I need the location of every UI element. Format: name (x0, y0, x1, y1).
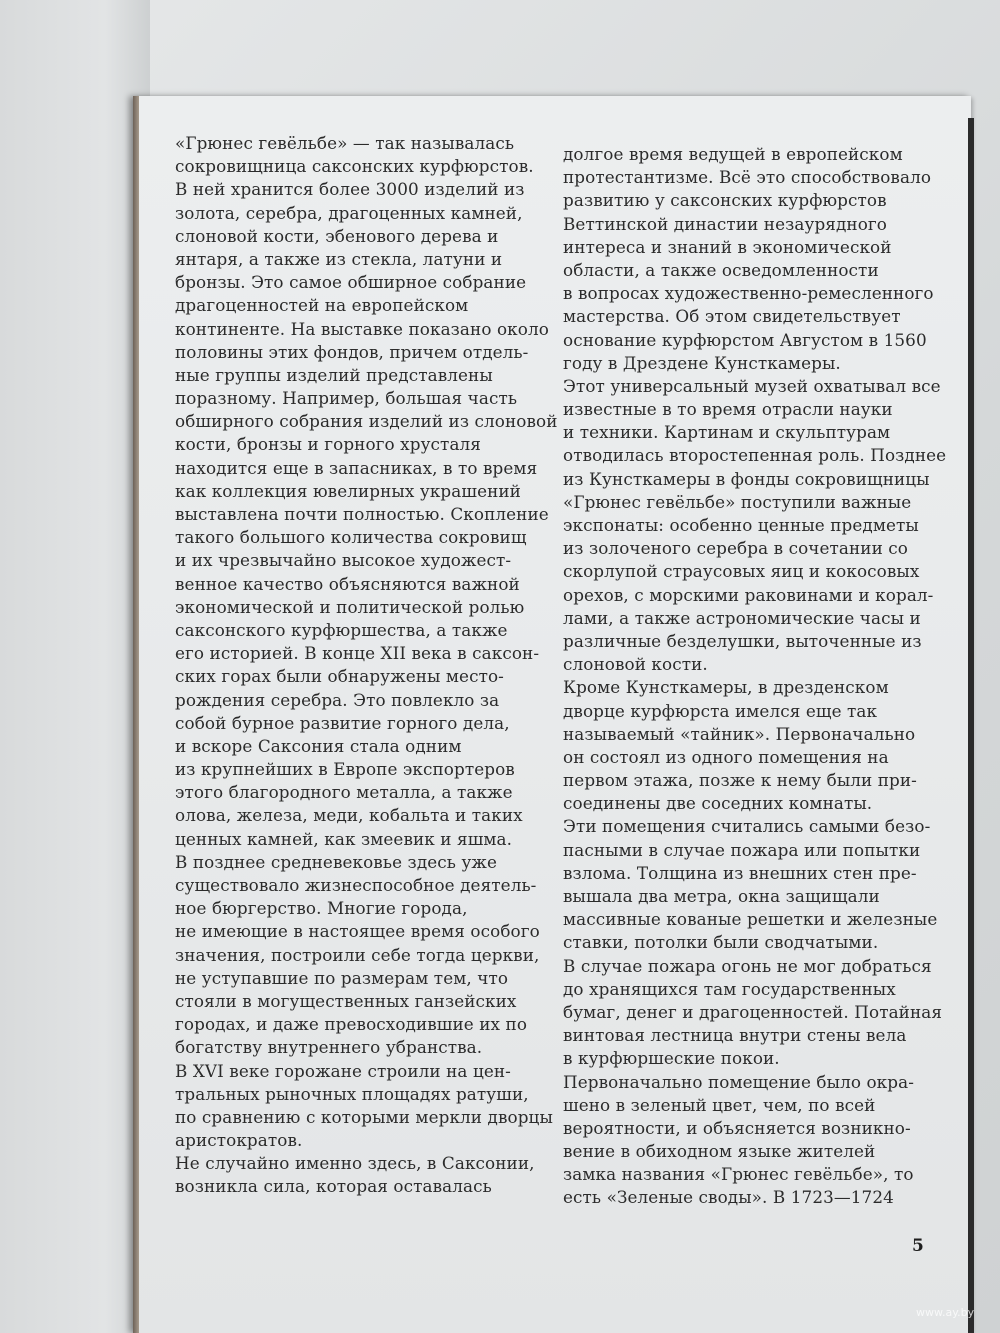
text-line: дворце курфюрста имелся еще так (563, 700, 878, 721)
previous-page-edge (0, 0, 150, 1333)
text-line: Не случайно именно здесь, в Саксонии, (175, 1153, 535, 1174)
text-line: выставлена почти полностью. Скопление (175, 504, 549, 524)
text-line: венное качество объясняются важной (175, 573, 520, 594)
text-line: развитию у саксонских курфюрстов (563, 190, 887, 211)
text-line: В позднее средневековье здесь уже (175, 851, 497, 872)
text-line: отводилась второстепенная роль. Позднее (563, 445, 947, 466)
text-line: основание курфюрстом Августом в 1560 (563, 329, 927, 350)
text-line: кости, бронзы и горного хрусталя (175, 434, 481, 455)
text-line: есть «Зеленые своды». В 1723—1724 (563, 1187, 894, 1208)
text-line: как коллекция ювелирных украшений (175, 480, 521, 501)
text-line: ценных камней, как змеевик и яшма. (175, 828, 513, 849)
text-line: континенте. На выставке показано около (175, 318, 549, 339)
text-line: Этот универсальный музей охватывал все (563, 375, 941, 396)
text-line: ских горах были обнаружены место- (175, 666, 504, 687)
text-line: и вскоре Саксония стала одним (175, 735, 462, 756)
text-line: обширного собрания изделий из слоновой (175, 411, 558, 432)
text-line: по сравнению с которыми меркли дворцы (175, 1106, 553, 1127)
text-line: интереса и знаний в экономической (563, 236, 892, 257)
text-line: в курфюршеские покои. (563, 1048, 780, 1069)
text-line: он состоял из одного помещения на (563, 746, 889, 767)
text-line: сокровищница саксонских курфюрстов. (175, 156, 534, 177)
text-line: в вопросах художественно-ремесленного (563, 283, 934, 304)
text-line: скорлупой страусовых яиц и кокосовых (563, 561, 920, 582)
text-line: орехов, с морскими раковинами и корал- (563, 584, 934, 605)
text-line: существовало жизнеспособное деятель- (175, 875, 537, 895)
text-line: и их чрезвычайно высокое художест- (175, 550, 512, 571)
text-line: В XVI веке горожане строили на цен- (175, 1060, 511, 1081)
text-line: ставки, потолки были сводчатыми. (563, 932, 879, 953)
text-line: долгое время ведущей в европейском (563, 144, 903, 164)
left-text-column (175, 132, 558, 1199)
text-line: протестантизме. Всё это способствовало (563, 167, 932, 188)
text-line: до хранящихся там государственных (563, 978, 896, 999)
text-line: Эти помещения считались самыми безо- (563, 816, 931, 837)
text-line: лами, а также астрономические часы и (563, 607, 921, 628)
text-line: богатству внутреннего убранства. (175, 1037, 483, 1058)
page-number: 5 (912, 1236, 924, 1256)
text-line: В ней хранится более 3000 изделий из (175, 179, 525, 200)
text-line: пасными в случае пожара или попытки (563, 839, 921, 860)
text-line: возникла сила, которая оставалась (175, 1176, 492, 1197)
text-line: половины этих фондов, причем отдель- (175, 341, 529, 362)
text-line: винтовая лестница внутри стены вела (563, 1025, 907, 1046)
right-text-column (563, 143, 947, 1210)
text-line: «Грюнес гевёльбе» поступили важные (563, 491, 912, 512)
text-line: саксонского курфюршества, а также (175, 619, 508, 640)
text-line: массивные кованые решетки и железные (563, 909, 938, 930)
text-line: Кроме Кунсткамеры, в дрезденском (563, 677, 889, 698)
watermark-text: www.ay.by (916, 1306, 975, 1319)
text-line: значения, построили себе тогда церкви, (175, 944, 540, 965)
text-line: собой бурное развитие горного дела, (175, 712, 510, 733)
text-line: ные группы изделий представлены (175, 364, 493, 385)
page-spine (133, 96, 139, 1333)
text-line: мастерства. Об этом свидетельствует (563, 306, 901, 327)
text-line: взлома. Толщина из внешних стен пре- (563, 862, 917, 883)
text-line: из крупнейших в Европе экспортеров (175, 759, 515, 780)
text-line: из Кунсткамеры в фонды сокровищницы (563, 468, 930, 489)
text-line: экономической и политической ролью (175, 596, 525, 617)
text-line: году в Дрездене Кунсткамеры. (563, 352, 841, 373)
text-line: вышала два метра, окна защищали (563, 886, 880, 906)
text-line: янтаря, а также из стекла, латуни и (175, 248, 503, 269)
text-line: не имеющие в настоящее время особого (175, 921, 540, 942)
text-line: известные в то время отрасли науки (563, 399, 893, 420)
text-line: Первоначально помещение было окра- (563, 1071, 914, 1092)
text-line: шено в зеленый цвет, чем, по всей (563, 1094, 876, 1115)
text-line: области, а также осведомленности (563, 259, 879, 280)
text-line: из золоченого серебра в сочетании со (563, 538, 909, 559)
text-line: вероятности, и объясняется возникно- (563, 1117, 911, 1138)
page-edge-shadow (968, 118, 974, 1333)
text-line: бумаг, денег и драгоценностей. Потайная (563, 1001, 943, 1022)
text-line: слоновой кости. (563, 654, 708, 675)
text-line: и техники. Картинам и скульптурам (563, 422, 891, 443)
text-line: стояли в могущественных ганзейских (175, 990, 517, 1011)
text-line: замка названия «Грюнес гевёльбе», то (563, 1164, 914, 1185)
text-line: слоновой кости, эбенового дерева и (175, 225, 499, 246)
text-line: соединены две соседних комнаты. (563, 793, 873, 814)
text-line: рождения серебра. Это повлекло за (175, 689, 500, 710)
text-line: такого большого количества сокровищ (175, 527, 527, 548)
text-line: золота, серебра, драгоценных камней, (175, 202, 523, 223)
text-line: тральных рыночных площадях ратуши, (175, 1083, 529, 1104)
text-line: его историей. В конце XII века в саксон- (175, 643, 540, 664)
text-line: этого благородного металла, а также (175, 782, 513, 803)
text-line: «Грюнес гевёльбе» — так называлась (175, 133, 515, 153)
text-line: экспонаты: особенно ценные предметы (563, 515, 919, 535)
text-line: В случае пожара огонь не мог добраться (563, 955, 932, 976)
text-line: находится еще в запасниках, в то время (175, 457, 538, 478)
text-line: драгоценностей на европейском (175, 295, 469, 316)
text-line: Веттинской династии незаурядного (563, 213, 887, 234)
text-line: ное бюргерство. Многие города, (175, 898, 468, 919)
text-line: первом этажа, позже к нему были при- (563, 770, 917, 791)
text-line: городах, и даже превосходившие их по (175, 1014, 528, 1035)
text-line: аристократов. (175, 1130, 303, 1151)
text-line: вение в обиходном языке жителей (563, 1141, 876, 1162)
text-line: не уступавшие по размерам тем, что (175, 967, 509, 988)
text-line: различные безделушки, выточенные из (563, 630, 922, 651)
text-line: называемый «тайник». Первоначально (563, 723, 916, 744)
text-line: олова, железа, меди, кобальта и таких (175, 805, 523, 826)
text-line: бронзы. Это самое обширное собрание (175, 272, 527, 293)
text-line: поразному. Например, большая часть (175, 388, 518, 409)
